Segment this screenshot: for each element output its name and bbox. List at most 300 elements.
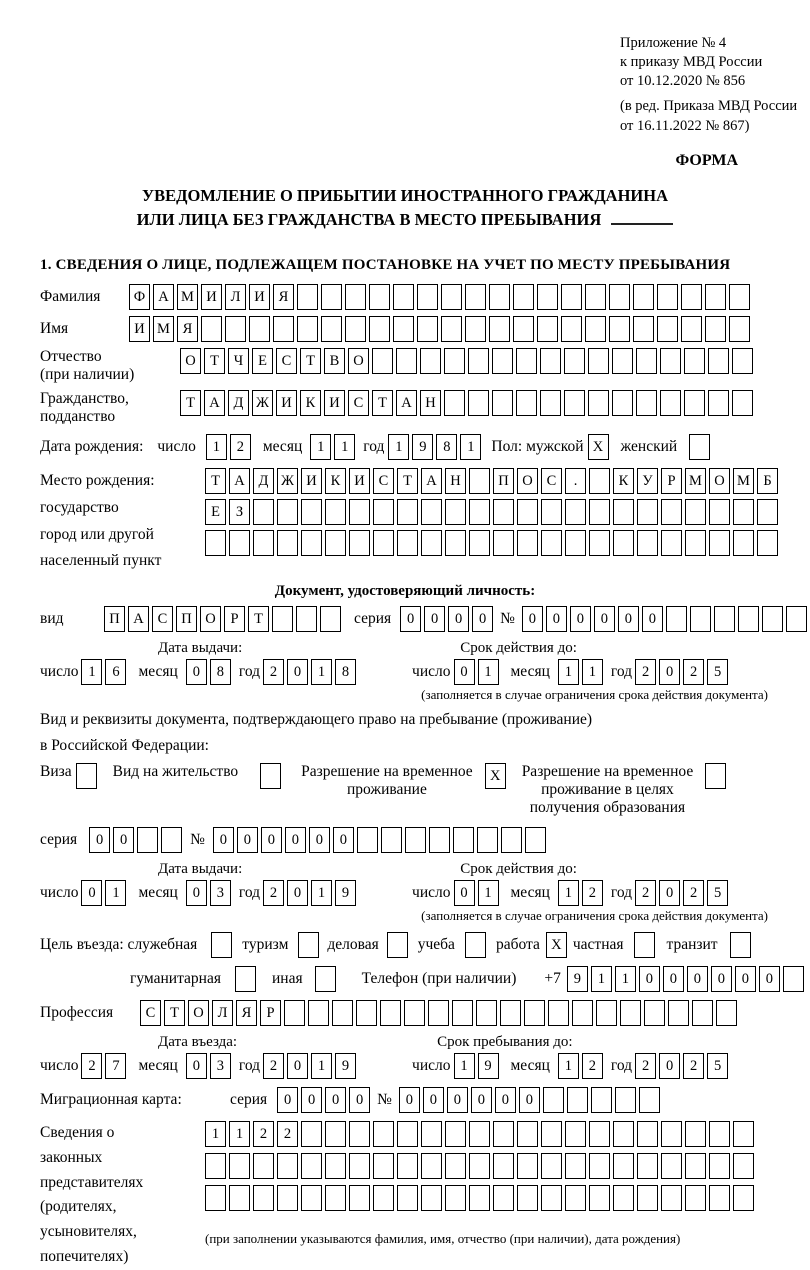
char-cell-filled[interactable]: .: [565, 468, 586, 494]
char-cell-empty[interactable]: [513, 316, 534, 342]
char-cell-filled[interactable]: 5: [707, 880, 728, 906]
char-cell-empty[interactable]: [692, 1000, 713, 1026]
char-cell-empty[interactable]: [405, 827, 426, 853]
char-cell-filled[interactable]: О: [348, 348, 369, 374]
char-cell-filled[interactable]: 0: [454, 880, 475, 906]
char-cell-filled[interactable]: Т: [248, 606, 269, 632]
char-cell-empty[interactable]: [417, 316, 438, 342]
char-cell-empty[interactable]: [637, 1153, 658, 1179]
char-cell-empty[interactable]: [445, 1153, 466, 1179]
char-cell-empty[interactable]: [588, 390, 609, 416]
char-cell-empty[interactable]: [762, 606, 783, 632]
char-cell-filled[interactable]: 2: [582, 1053, 603, 1079]
char-cell-empty[interactable]: [657, 284, 678, 310]
char-cell-empty[interactable]: [541, 1185, 562, 1211]
char-cell-filled[interactable]: О: [709, 468, 730, 494]
char-cell-empty[interactable]: [315, 966, 336, 992]
char-cell-empty[interactable]: [161, 827, 182, 853]
char-cell-filled[interactable]: 3: [210, 880, 231, 906]
char-cell-empty[interactable]: [564, 390, 585, 416]
char-cell-empty[interactable]: [421, 499, 442, 525]
char-cell-empty[interactable]: [393, 316, 414, 342]
char-cell-empty[interactable]: [615, 1087, 636, 1113]
char-cell-filled[interactable]: 0: [285, 827, 306, 853]
char-cell-empty[interactable]: [393, 284, 414, 310]
char-cell-empty[interactable]: [517, 1153, 538, 1179]
char-cell-empty[interactable]: [685, 1185, 706, 1211]
char-cell-empty[interactable]: [229, 1185, 250, 1211]
char-cell-empty[interactable]: [296, 606, 317, 632]
char-cell-empty[interactable]: [585, 316, 606, 342]
char-cell-empty[interactable]: [613, 499, 634, 525]
char-cell-filled[interactable]: 2: [683, 1053, 704, 1079]
char-cell-empty[interactable]: [733, 530, 754, 556]
char-cell-empty[interactable]: [705, 316, 726, 342]
char-cell-empty[interactable]: [345, 284, 366, 310]
char-cell-empty[interactable]: [325, 1185, 346, 1211]
char-cell-filled[interactable]: 1: [205, 1121, 226, 1147]
char-cell-filled[interactable]: 3: [210, 1053, 231, 1079]
char-cell-empty[interactable]: [681, 284, 702, 310]
char-cell-filled[interactable]: 1: [81, 659, 102, 685]
char-cell-empty[interactable]: [325, 1153, 346, 1179]
char-cell-empty[interactable]: [476, 1000, 497, 1026]
char-cell-filled[interactable]: 0: [659, 880, 680, 906]
char-cell-empty[interactable]: [733, 1153, 754, 1179]
char-cell-filled[interactable]: Л: [212, 1000, 233, 1026]
char-cell-empty[interactable]: [277, 499, 298, 525]
char-cell-empty[interactable]: [729, 284, 750, 310]
char-cell-empty[interactable]: [501, 827, 522, 853]
char-cell-empty[interactable]: [349, 1185, 370, 1211]
char-cell-empty[interactable]: [689, 434, 710, 460]
char-cell-empty[interactable]: [493, 1153, 514, 1179]
char-cell-filled[interactable]: Л: [225, 284, 246, 310]
char-cell-empty[interactable]: [321, 316, 342, 342]
char-cell-empty[interactable]: [714, 606, 735, 632]
char-cell-filled[interactable]: 1: [334, 434, 355, 460]
char-cell-empty[interactable]: [277, 1153, 298, 1179]
char-cell-empty[interactable]: [445, 1185, 466, 1211]
char-cell-filled[interactable]: 9: [567, 966, 588, 992]
char-cell-empty[interactable]: [301, 1121, 322, 1147]
char-cell-empty[interactable]: [321, 284, 342, 310]
char-cell-filled[interactable]: Я: [177, 316, 198, 342]
char-cell-filled[interactable]: 6: [105, 659, 126, 685]
char-cell-empty[interactable]: [387, 932, 408, 958]
char-cell-empty[interactable]: [685, 1153, 706, 1179]
char-cell-filled[interactable]: 1: [558, 1053, 579, 1079]
char-cell-filled[interactable]: И: [201, 284, 222, 310]
char-cell-filled[interactable]: О: [188, 1000, 209, 1026]
char-cell-empty[interactable]: [537, 284, 558, 310]
char-cell-filled[interactable]: И: [301, 468, 322, 494]
char-cell-filled[interactable]: Т: [397, 468, 418, 494]
char-cell-empty[interactable]: [453, 827, 474, 853]
char-cell-empty[interactable]: [469, 499, 490, 525]
char-cell-filled[interactable]: 0: [639, 966, 660, 992]
char-cell-empty[interactable]: [708, 390, 729, 416]
char-cell-filled[interactable]: Ф: [129, 284, 150, 310]
char-cell-empty[interactable]: [732, 390, 753, 416]
char-cell-filled[interactable]: 2: [253, 1121, 274, 1147]
char-cell-empty[interactable]: [369, 284, 390, 310]
char-cell-empty[interactable]: [404, 1000, 425, 1026]
char-cell-filled[interactable]: М: [685, 468, 706, 494]
char-cell-filled[interactable]: 8: [210, 659, 231, 685]
char-cell-filled[interactable]: 0: [333, 827, 354, 853]
char-cell-filled[interactable]: М: [733, 468, 754, 494]
char-cell-empty[interactable]: [516, 390, 537, 416]
char-cell-filled[interactable]: 0: [448, 606, 469, 632]
char-cell-empty[interactable]: [253, 499, 274, 525]
char-cell-empty[interactable]: [589, 530, 610, 556]
char-cell-empty[interactable]: [589, 468, 610, 494]
char-cell-filled[interactable]: Я: [236, 1000, 257, 1026]
char-cell-empty[interactable]: [543, 1087, 564, 1113]
char-cell-filled[interactable]: Т: [372, 390, 393, 416]
char-cell-empty[interactable]: [729, 316, 750, 342]
char-cell-empty[interactable]: [661, 530, 682, 556]
char-cell-empty[interactable]: [349, 1121, 370, 1147]
char-cell-filled[interactable]: Д: [253, 468, 274, 494]
char-cell-filled[interactable]: 9: [412, 434, 433, 460]
char-cell-empty[interactable]: [468, 390, 489, 416]
char-cell-empty[interactable]: [429, 827, 450, 853]
char-cell-empty[interactable]: [565, 530, 586, 556]
char-cell-filled[interactable]: 0: [287, 1053, 308, 1079]
char-cell-empty[interactable]: [205, 530, 226, 556]
char-cell-filled[interactable]: Р: [661, 468, 682, 494]
char-cell-filled[interactable]: Т: [204, 348, 225, 374]
char-cell-empty[interactable]: [397, 530, 418, 556]
char-cell-filled[interactable]: 0: [309, 827, 330, 853]
char-cell-empty[interactable]: [277, 1185, 298, 1211]
char-cell-empty[interactable]: [705, 284, 726, 310]
char-cell-filled[interactable]: 2: [263, 659, 284, 685]
char-cell-empty[interactable]: [541, 1121, 562, 1147]
char-cell-empty[interactable]: [513, 284, 534, 310]
char-cell-empty[interactable]: [345, 316, 366, 342]
char-cell-empty[interactable]: [373, 499, 394, 525]
char-cell-filled[interactable]: 2: [263, 880, 284, 906]
char-cell-empty[interactable]: [708, 348, 729, 374]
char-cell-empty[interactable]: [137, 827, 158, 853]
char-cell-filled[interactable]: 5: [707, 659, 728, 685]
char-cell-empty[interactable]: [229, 1153, 250, 1179]
char-cell-filled[interactable]: 0: [81, 880, 102, 906]
char-cell-empty[interactable]: [469, 1185, 490, 1211]
char-cell-empty[interactable]: [373, 1153, 394, 1179]
char-cell-empty[interactable]: [469, 530, 490, 556]
char-cell-empty[interactable]: [525, 827, 546, 853]
char-cell-filled[interactable]: 9: [335, 880, 356, 906]
char-cell-empty[interactable]: [273, 316, 294, 342]
char-cell-filled[interactable]: Е: [205, 499, 226, 525]
char-cell-empty[interactable]: [609, 284, 630, 310]
char-cell-empty[interactable]: [589, 1121, 610, 1147]
char-cell-filled[interactable]: 1: [311, 880, 332, 906]
char-cell-empty[interactable]: [612, 390, 633, 416]
char-cell-filled[interactable]: 1: [558, 880, 579, 906]
char-cell-empty[interactable]: [489, 284, 510, 310]
char-cell-filled[interactable]: 0: [642, 606, 663, 632]
char-cell-empty[interactable]: [709, 530, 730, 556]
char-cell-empty[interactable]: [421, 1153, 442, 1179]
char-cell-empty[interactable]: [613, 1153, 634, 1179]
char-cell-filled[interactable]: А: [204, 390, 225, 416]
char-cell-filled[interactable]: 1: [460, 434, 481, 460]
char-cell-filled[interactable]: 0: [659, 659, 680, 685]
char-cell-empty[interactable]: [633, 316, 654, 342]
char-cell-filled[interactable]: 0: [570, 606, 591, 632]
char-cell-filled[interactable]: 2: [263, 1053, 284, 1079]
char-cell-empty[interactable]: [709, 1121, 730, 1147]
char-cell-empty[interactable]: [205, 1153, 226, 1179]
char-cell-filled[interactable]: 0: [325, 1087, 346, 1113]
char-cell-filled[interactable]: 9: [335, 1053, 356, 1079]
char-cell-filled[interactable]: З: [229, 499, 250, 525]
char-cell-empty[interactable]: [492, 390, 513, 416]
char-cell-empty[interactable]: [225, 316, 246, 342]
char-cell-empty[interactable]: [445, 499, 466, 525]
char-cell-empty[interactable]: [537, 316, 558, 342]
char-cell-filled[interactable]: 0: [471, 1087, 492, 1113]
char-cell-empty[interactable]: [660, 348, 681, 374]
char-cell-filled[interactable]: Т: [164, 1000, 185, 1026]
char-cell-filled[interactable]: М: [177, 284, 198, 310]
char-cell-empty[interactable]: [417, 284, 438, 310]
char-cell-empty[interactable]: [588, 348, 609, 374]
char-cell-empty[interactable]: [369, 316, 390, 342]
char-cell-empty[interactable]: [500, 1000, 521, 1026]
char-cell-filled[interactable]: 0: [213, 827, 234, 853]
char-cell-empty[interactable]: [441, 316, 462, 342]
char-cell-filled[interactable]: 1: [206, 434, 227, 460]
char-cell-filled[interactable]: 0: [349, 1087, 370, 1113]
char-cell-empty[interactable]: [684, 390, 705, 416]
char-cell-filled[interactable]: 1: [388, 434, 409, 460]
char-cell-filled[interactable]: 0: [711, 966, 732, 992]
char-cell-filled[interactable]: 0: [186, 1053, 207, 1079]
char-cell-empty[interactable]: [349, 1153, 370, 1179]
char-cell-empty[interactable]: [421, 1121, 442, 1147]
char-cell-filled[interactable]: 1: [310, 434, 331, 460]
char-cell-empty[interactable]: [517, 499, 538, 525]
char-cell-empty[interactable]: [733, 1121, 754, 1147]
char-cell-empty[interactable]: [477, 827, 498, 853]
char-cell-filled[interactable]: 0: [447, 1087, 468, 1113]
char-cell-filled[interactable]: X: [485, 763, 506, 789]
char-cell-empty[interactable]: [445, 1121, 466, 1147]
char-cell-empty[interactable]: [235, 966, 256, 992]
char-cell-empty[interactable]: [633, 284, 654, 310]
char-cell-empty[interactable]: [661, 1153, 682, 1179]
char-cell-empty[interactable]: [585, 284, 606, 310]
char-cell-empty[interactable]: [730, 932, 751, 958]
char-cell-empty[interactable]: [421, 1185, 442, 1211]
char-cell-empty[interactable]: [373, 530, 394, 556]
char-cell-empty[interactable]: [524, 1000, 545, 1026]
char-cell-filled[interactable]: 0: [186, 659, 207, 685]
char-cell-filled[interactable]: 2: [230, 434, 251, 460]
char-cell-empty[interactable]: [589, 1153, 610, 1179]
char-cell-empty[interactable]: [565, 1153, 586, 1179]
char-cell-filled[interactable]: 0: [759, 966, 780, 992]
char-cell-filled[interactable]: 0: [186, 880, 207, 906]
char-cell-filled[interactable]: 0: [594, 606, 615, 632]
char-cell-empty[interactable]: [738, 606, 759, 632]
char-cell-empty[interactable]: [613, 530, 634, 556]
char-cell-filled[interactable]: 0: [522, 606, 543, 632]
char-cell-empty[interactable]: [260, 763, 281, 789]
char-cell-empty[interactable]: [452, 1000, 473, 1026]
char-cell-empty[interactable]: [596, 1000, 617, 1026]
char-cell-empty[interactable]: [668, 1000, 689, 1026]
char-cell-filled[interactable]: 0: [113, 827, 134, 853]
char-cell-empty[interactable]: [565, 1121, 586, 1147]
char-cell-filled[interactable]: 2: [683, 659, 704, 685]
char-cell-empty[interactable]: [397, 1185, 418, 1211]
char-cell-empty[interactable]: [517, 530, 538, 556]
char-cell-empty[interactable]: [637, 530, 658, 556]
char-cell-filled[interactable]: 1: [454, 1053, 475, 1079]
char-cell-empty[interactable]: [709, 1185, 730, 1211]
char-cell-filled[interactable]: 2: [582, 880, 603, 906]
char-cell-filled[interactable]: 1: [229, 1121, 250, 1147]
char-cell-empty[interactable]: [297, 284, 318, 310]
char-cell-filled[interactable]: 1: [615, 966, 636, 992]
char-cell-empty[interactable]: [380, 1000, 401, 1026]
char-cell-empty[interactable]: [561, 316, 582, 342]
char-cell-filled[interactable]: 0: [618, 606, 639, 632]
char-cell-empty[interactable]: [253, 1153, 274, 1179]
char-cell-empty[interactable]: [681, 316, 702, 342]
char-cell-empty[interactable]: [757, 499, 778, 525]
char-cell-filled[interactable]: К: [613, 468, 634, 494]
char-cell-filled[interactable]: А: [421, 468, 442, 494]
char-cell-filled[interactable]: 0: [423, 1087, 444, 1113]
char-cell-filled[interactable]: 0: [454, 659, 475, 685]
char-cell-empty[interactable]: [465, 932, 486, 958]
char-cell-empty[interactable]: [685, 1121, 706, 1147]
char-cell-empty[interactable]: [349, 499, 370, 525]
char-cell-empty[interactable]: [421, 530, 442, 556]
char-cell-filled[interactable]: О: [200, 606, 221, 632]
char-cell-filled[interactable]: 1: [478, 659, 499, 685]
char-cell-filled[interactable]: Т: [300, 348, 321, 374]
char-cell-filled[interactable]: 8: [436, 434, 457, 460]
char-cell-empty[interactable]: [660, 390, 681, 416]
char-cell-empty[interactable]: [492, 348, 513, 374]
char-cell-filled[interactable]: Н: [420, 390, 441, 416]
char-cell-filled[interactable]: 2: [277, 1121, 298, 1147]
char-cell-filled[interactable]: Ч: [228, 348, 249, 374]
char-cell-empty[interactable]: [637, 1185, 658, 1211]
char-cell-empty[interactable]: [572, 1000, 593, 1026]
char-cell-empty[interactable]: [349, 530, 370, 556]
char-cell-filled[interactable]: 8: [335, 659, 356, 685]
char-cell-filled[interactable]: 0: [663, 966, 684, 992]
char-cell-filled[interactable]: И: [349, 468, 370, 494]
char-cell-empty[interactable]: [516, 348, 537, 374]
char-cell-filled[interactable]: П: [104, 606, 125, 632]
char-cell-filled[interactable]: 9: [478, 1053, 499, 1079]
char-cell-filled[interactable]: 0: [400, 606, 421, 632]
char-cell-empty[interactable]: [565, 1185, 586, 1211]
char-cell-filled[interactable]: 2: [683, 880, 704, 906]
char-cell-empty[interactable]: [786, 606, 807, 632]
char-cell-empty[interactable]: [561, 284, 582, 310]
char-cell-empty[interactable]: [709, 499, 730, 525]
char-cell-empty[interactable]: [657, 316, 678, 342]
char-cell-filled[interactable]: 1: [591, 966, 612, 992]
char-cell-filled[interactable]: 0: [287, 880, 308, 906]
char-cell-empty[interactable]: [301, 1185, 322, 1211]
char-cell-filled[interactable]: А: [229, 468, 250, 494]
char-cell-filled[interactable]: Ж: [277, 468, 298, 494]
char-cell-filled[interactable]: 1: [478, 880, 499, 906]
char-cell-filled[interactable]: 0: [687, 966, 708, 992]
char-cell-empty[interactable]: [685, 499, 706, 525]
char-cell-empty[interactable]: [301, 1153, 322, 1179]
char-cell-empty[interactable]: [469, 468, 490, 494]
char-cell-filled[interactable]: С: [541, 468, 562, 494]
char-cell-filled[interactable]: 2: [635, 1053, 656, 1079]
char-cell-empty[interactable]: [540, 390, 561, 416]
char-cell-filled[interactable]: Е: [252, 348, 273, 374]
char-cell-empty[interactable]: [205, 1185, 226, 1211]
char-cell-filled[interactable]: В: [324, 348, 345, 374]
char-cell-empty[interactable]: [397, 1153, 418, 1179]
char-cell-empty[interactable]: [661, 1185, 682, 1211]
char-cell-filled[interactable]: Р: [260, 1000, 281, 1026]
char-cell-empty[interactable]: [493, 1121, 514, 1147]
char-cell-empty[interactable]: [332, 1000, 353, 1026]
char-cell-empty[interactable]: [320, 606, 341, 632]
char-cell-empty[interactable]: [397, 499, 418, 525]
char-cell-empty[interactable]: [541, 530, 562, 556]
char-cell-empty[interactable]: [517, 1185, 538, 1211]
char-cell-filled[interactable]: 2: [635, 880, 656, 906]
char-cell-filled[interactable]: 0: [735, 966, 756, 992]
char-cell-empty[interactable]: [620, 1000, 641, 1026]
char-cell-filled[interactable]: П: [493, 468, 514, 494]
char-cell-empty[interactable]: [201, 316, 222, 342]
char-cell-filled[interactable]: 1: [582, 659, 603, 685]
char-cell-filled[interactable]: 0: [495, 1087, 516, 1113]
char-cell-filled[interactable]: 1: [311, 659, 332, 685]
char-cell-filled[interactable]: X: [588, 434, 609, 460]
char-cell-empty[interactable]: [591, 1087, 612, 1113]
char-cell-empty[interactable]: [272, 606, 293, 632]
char-cell-empty[interactable]: [564, 348, 585, 374]
char-cell-filled[interactable]: 0: [659, 1053, 680, 1079]
char-cell-filled[interactable]: С: [348, 390, 369, 416]
char-cell-empty[interactable]: [441, 284, 462, 310]
char-cell-empty[interactable]: [325, 1121, 346, 1147]
char-cell-empty[interactable]: [493, 1185, 514, 1211]
char-cell-filled[interactable]: К: [300, 390, 321, 416]
char-cell-empty[interactable]: [690, 606, 711, 632]
char-cell-filled[interactable]: Я: [273, 284, 294, 310]
char-cell-filled[interactable]: И: [276, 390, 297, 416]
char-cell-filled[interactable]: 0: [237, 827, 258, 853]
char-cell-empty[interactable]: [444, 348, 465, 374]
char-cell-empty[interactable]: [567, 1087, 588, 1113]
char-cell-empty[interactable]: [637, 499, 658, 525]
char-cell-empty[interactable]: [489, 316, 510, 342]
